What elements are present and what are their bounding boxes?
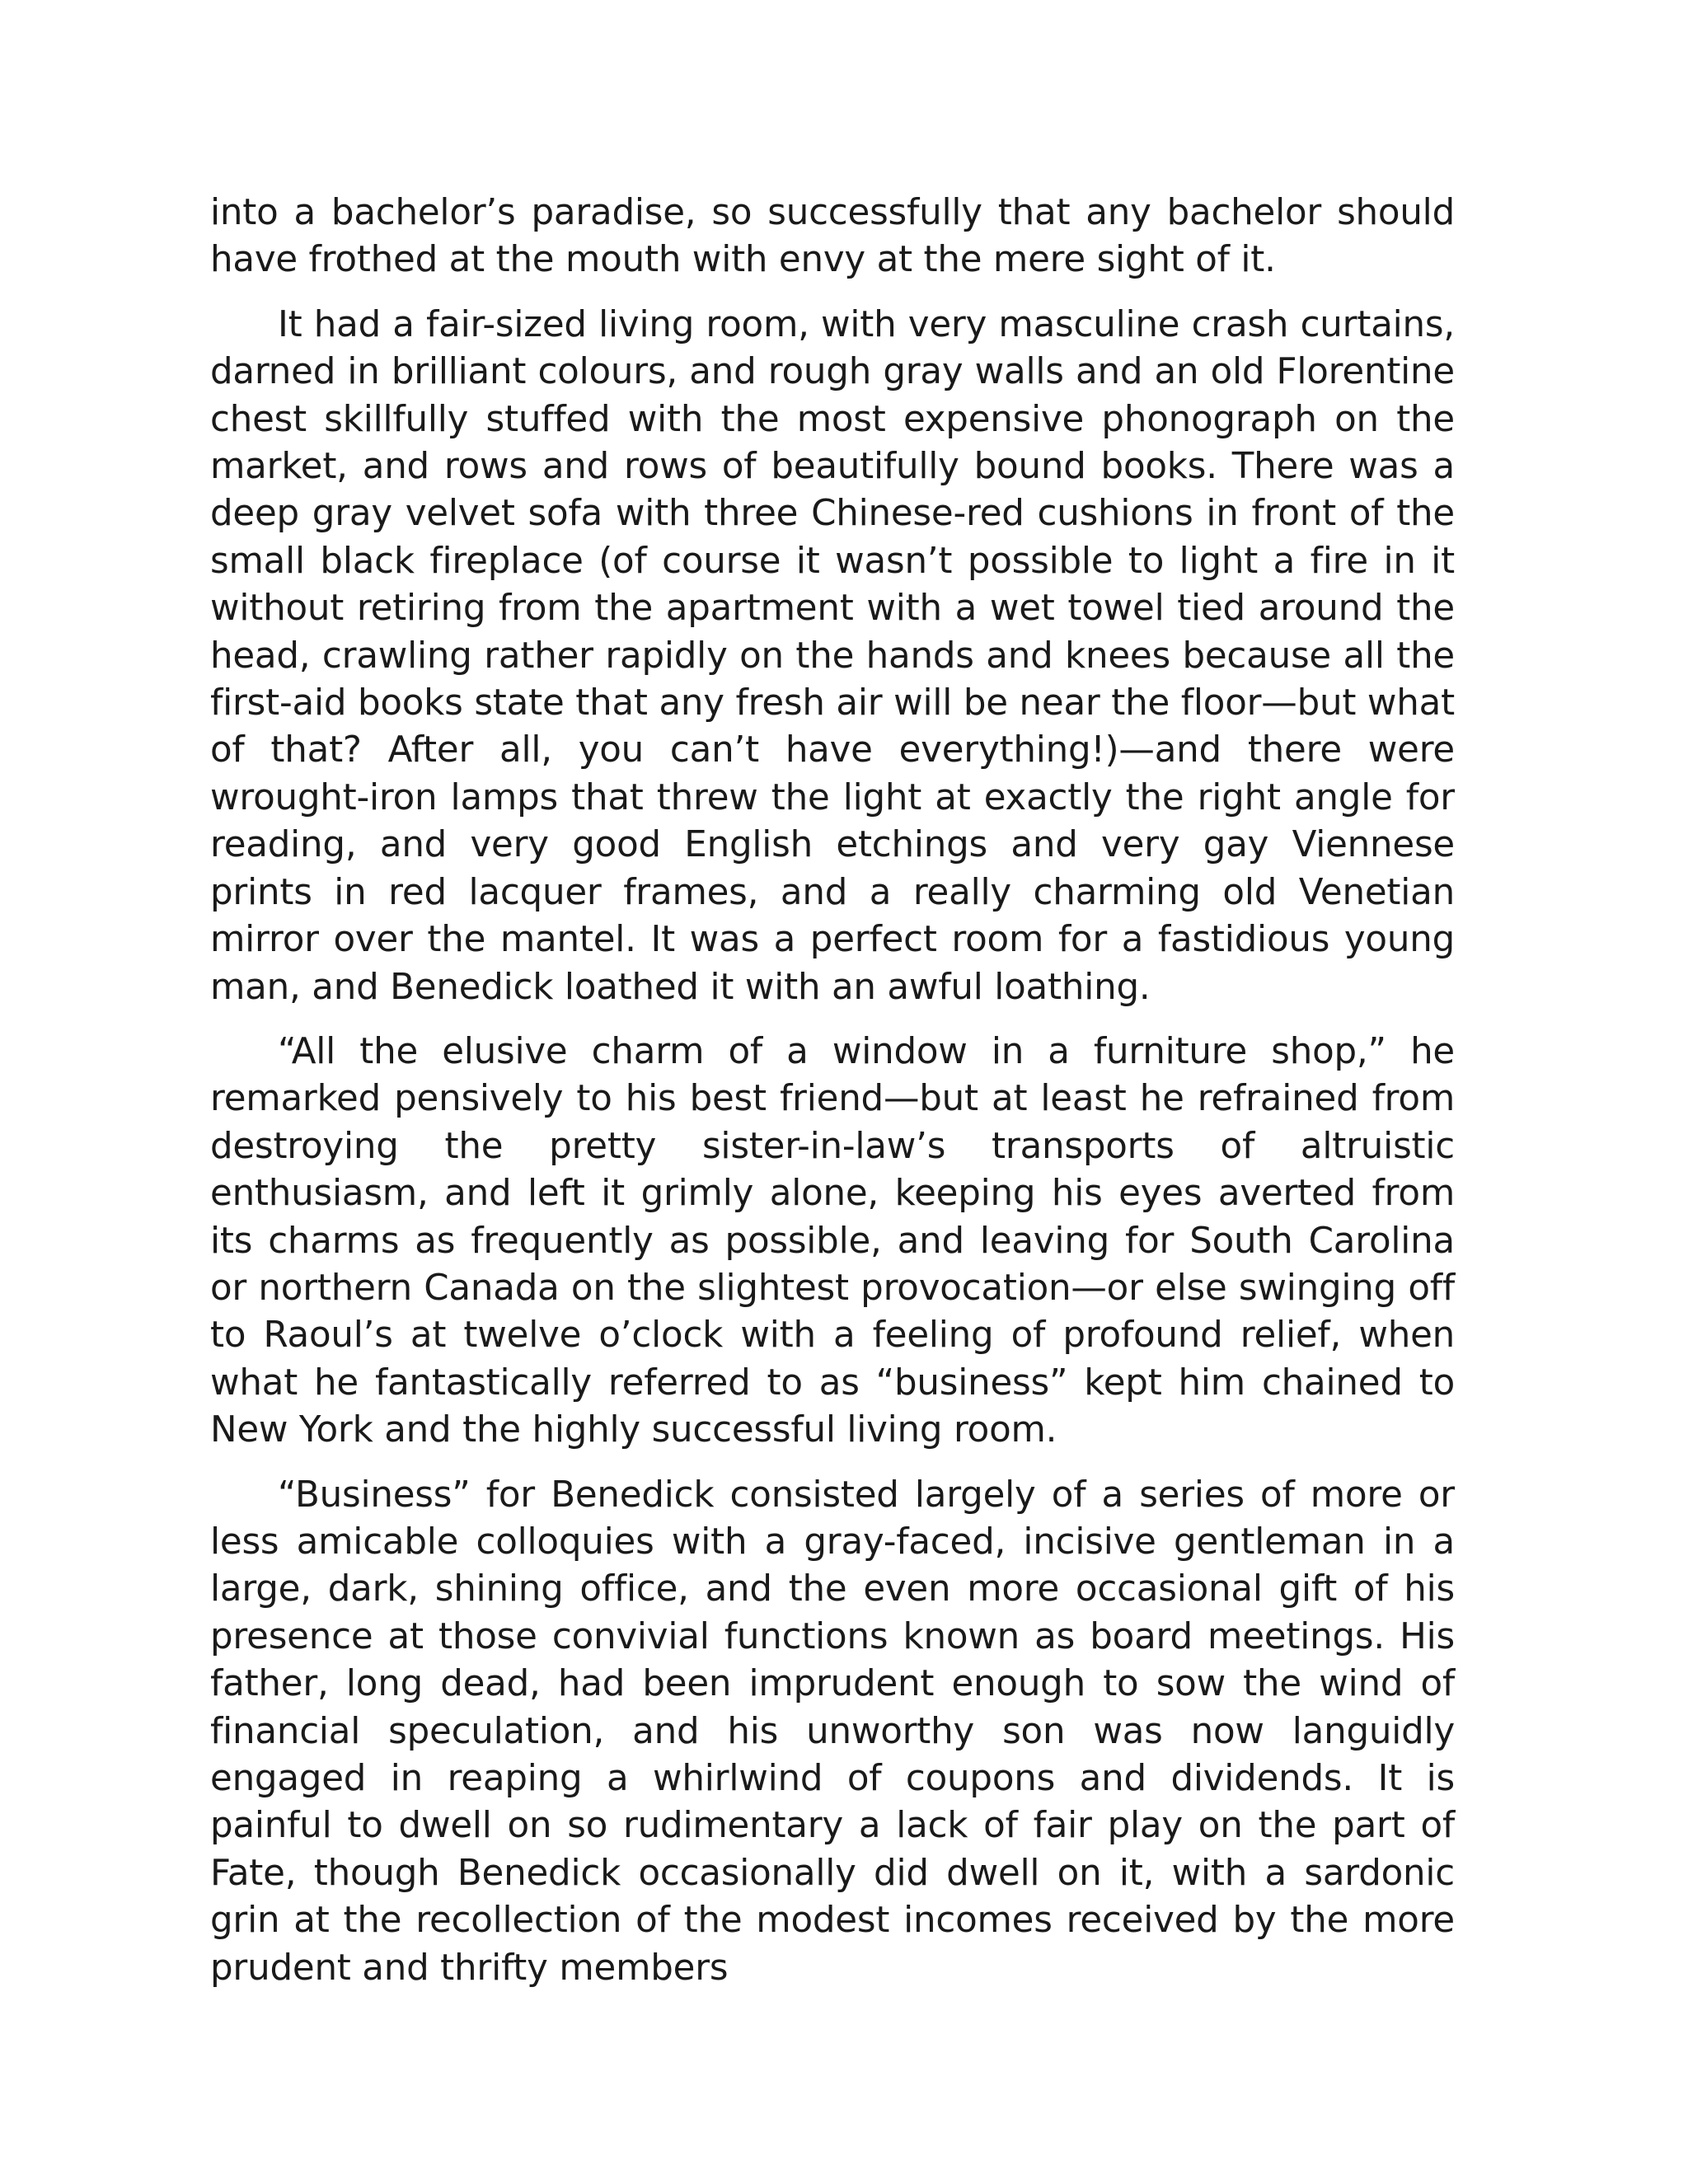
paragraph-3: “All the elusive charm of a window in a furniture shop,” he remarked pensively to his best friend—but at least he refrained from destroying the pretty sister-in-law’s transports of altruistic enthusiasm, and left it grimly alone, keeping his eyes averted from its charms as frequently as possible, and leaving for South Carolina or northern Canada on the slightest provocation—or else swinging off to Raoul’s at twelve o’clock with a feeling of profound relief, when what he fantastically referred to as “business” kept him chained to New York and the highly successful living room.	[210, 1030, 1455, 1451]
paragraph-1: into a bachelor’s paradise, so successfully that any bachelor should have frothed at the mouth with envy at the mere sight of it.	[210, 192, 1455, 281]
page-body	[210, 190, 1455, 2009]
paragraph-2: It had a fair-sized living room, with very masculine crash curtains, darned in brilliant colours, and rough gray walls and an old Florentine chest skillfully stuffed with the most expensive phonograph on the market, and rows and rows of beautifully bound books. There was a deep gray velvet sofa with three Chinese-red cushions in front of the small black fireplace (of course it wasn’t possible to light a fire in it without retiring from the apartment with a wet towel tied around the head, crawling rather rapidly on the hands and knees because all the first-aid books state that any fresh air will be near the floor—but what of that? After all, you can’t have everything!)—and there were wrought-iron lamps that threw the light at exactly the right angle for reading, and very good English etchings and very gay Viennese prints in red lacquer frames, and a really charming old Venetian mirror over the mantel. It was a perfect room for a fastidious young man, and Benedick loathed it with an awful loathing.	[210, 303, 1455, 1008]
paragraph-4: “Business” for Benedick consisted largely of a series of more or less amicable colloquies with a gray-faced, incisive gentleman in a large, dark, shining office, and the even more occasional gift of his presence at those convivial functions known as board meetings. His father, long dead, had been imprudent enough to sow the wind of financial speculation, and his unworthy son was now languidly engaged in reaping a whirlwind of coupons and dividends. It is painful to dwell on so rudimentary a lack of fair play on the part of Fate, though Benedick occasionally did dwell on it, with a sardonic grin at the recollection of the modest incomes received by the more prudent and thrifty members	[210, 1474, 1455, 1989]
